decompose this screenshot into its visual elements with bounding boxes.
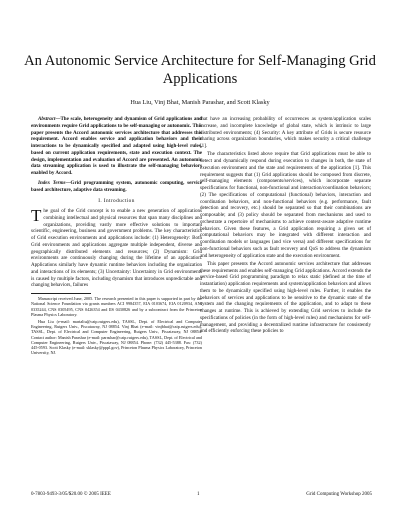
abstract-label: Abstract [38, 116, 56, 122]
intro-paragraph [31, 208, 202, 289]
footer-venue: Grid Computing Workshop 2005 [306, 492, 372, 497]
right-paragraph-1: that have an increasing probability of occurrences as system/application scales increase, and incomplete knowledge of global state, which is intrinsic to large distributed environments; (4) Security: A key attribute of Grids is secure resource sharing across organization boundaries, which makes security a critical challenge [1]. [200, 116, 371, 149]
drop-cap: T [31, 206, 42, 225]
section-heading: I. Introduction [98, 198, 135, 205]
index-terms [31, 180, 202, 194]
footnote-affiliations: Hua Liu (e-mail: marialiu@caip.rutgers.edu), TASSL, Dept. of Electrical and Computer Engineering, Rutgers Univ., Piscataway, NJ 08854. Vinj Bhat (e-mail: vinjbhat@caip.rutgers.edu), TASSL, Dept. of Electrical and Computer Engineering, Rutgers Univ., Piscataway, NJ 08854. Contact author: Manish Parashar (e-mail: parashar@caip.rutgers.edu), TASSL, Dept. of Electrical and Computer Engineering, Rutgers Univ., Piscataway, NJ 08854. Phone: (732) 445-5388. Fax: (732) 445-0593. Scott Klasky (e-mail: sklasky@pppl.gov), Princeton Plasma Physics Laboratory, Princeton University, NJ. [31, 318, 203, 356]
page-number: 1 [197, 492, 200, 497]
right-column [200, 116, 371, 337]
abstract [31, 116, 202, 177]
footnote-divider [31, 293, 91, 294]
footnote-funding: Manuscript received June, 2005. The research presented in this paper is supported in part by the National Science Foundation via grants numbers ACI 9984357, EIA 0103674, EIA 0120934, ANI 0335244, CNS 0305495, CNS 0426354 and IIS 0430826 and by a subcontract from the Princeton Plasma Physics Laboratory. [31, 296, 202, 317]
index-terms-text: —Grid programming system, autonomic computing, service based architecture, adaptive data streaming. [31, 179, 202, 193]
right-paragraph-2: The characteristics listed above require that Grid applications must be able to detect and dynamically respond during execution to changes in both, the state of execution environment and the state and requirements of the application [1]. This requirement suggests that (1) Grid applications should be composed from discrete, self-managing elements (components/services), which incorporate separate specifications for functional, non-functional and interaction/coordination behaviors; (2) The specifications of computational (functional) behaviors, interaction and coordination behaviors, and non-functional behaviors (e.g. performance, fault detection and recovery, etc.) should be separated so that their combinations are composable; and (3) policy should be separated from mechanisms and used to orchestrate a repertoire of mechanisms to achieve context-aware adaptive runtime behaviors. Given these features, a Grid application requiring a given set of computational behaviors may be integrated with different interaction and coordination models or languages (and vice versa) and different specifications for non-functional behaviors such as fault recovery and QoS to address the dynamism and heterogeneity of application state and the execution environment. [200, 151, 371, 259]
right-paragraph-3: This paper presents the Accord autonomic services architecture that addresses these requirements and enables self-managing Grid applications. Accord extends the service-based Grid programming paradigm to relax static (defined at the time of instantiation) application requirements and system/application behaviors and allows them to be dynamically specified using high-level rules. Further, it enables the behaviors of services and applications to be sensitive to the dynamic state of the system and the changing requirements of the application, and to adapt to these changes at runtime. This is achieved by extending Grid services to include the specifications of policies (in the form of high-level rules) and mechanisms for self-management, and providing a decentralized runtime infrastructure for consistently and efficiently enforcing these policies to [200, 260, 371, 335]
abstract-text: —The scale, heterogeneity and dynamism of Grid applications and environments require Grid applications to be self-managing or autonomic. This paper presents the Accord autonomic services architecture that addresses this requirement. Accord enables service and application behaviors and their interactions to be dynamically specified and adapted using high-level rules, based on current application requirements, state and execution context. The design, implementation and evaluation of Accord are presented. An autonomic data streaming application is used to illustrate the self-managing behaviors enabled by Accord. [31, 116, 202, 176]
intro-text: he goal of the Grid concept is to enable a new generation of applications combining intellectual and physical resources that span many disciplines and organizations, providing vastly more effective solutions to important scientific, engineering, business and government problems. The key characteristics of Grid execution environments and applications include: (1) Heterogeneity: Both Grid environments and applications aggregate multiple independent, diverse and geographically distributed elements and resources; (2) Dynamism: Grid environments are continuously changing during the lifetime of an application. Applications similarly have dynamic runtime behaviors including the organization and interactions of its elements; (3) Uncertainty: Uncertainty in Grid environments is caused by multiple factors, including dynamism that introduces unpredictable and changing behaviors, failures [31, 208, 202, 289]
author-list: Hua Liu, Vinj Bhat, Manish Parashar, and Scott Klasky [130, 99, 270, 106]
left-column [31, 116, 202, 357]
footer-copyright: 0-7803-9493-3/05/$20.00 © 2005 IEEE [31, 492, 111, 497]
paper-title: An Autonomic Service Architecture for Self-Managing Grid Applications [24, 53, 376, 87]
index-terms-label: Index Terms [38, 179, 66, 186]
